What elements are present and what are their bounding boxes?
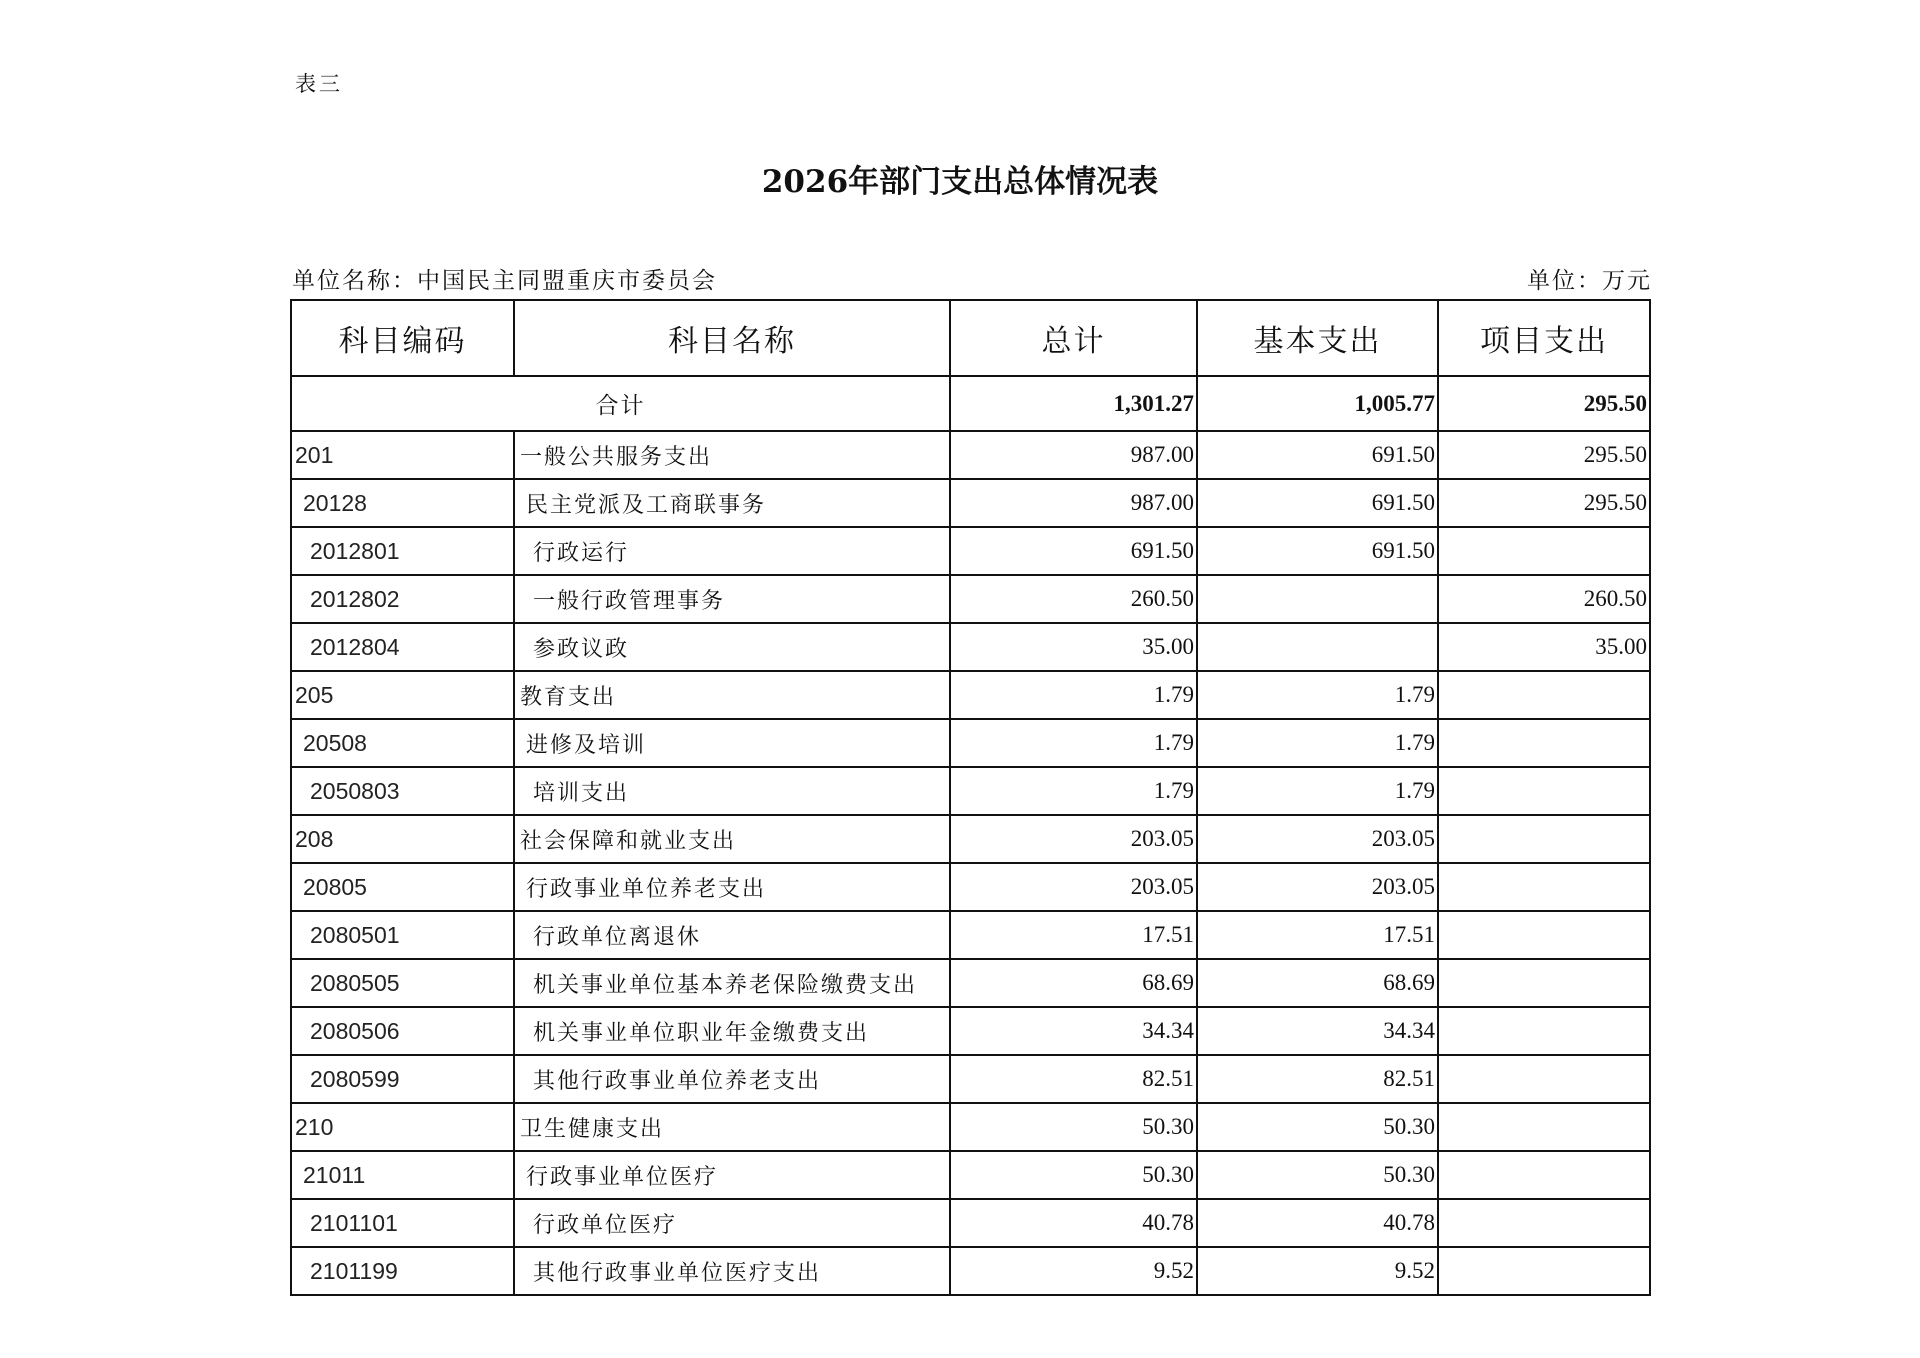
row-name: 教育支出 [514,671,950,719]
row-basic: 691.50 [1197,479,1438,527]
row-basic: 9.52 [1197,1247,1438,1295]
row-project [1438,959,1650,1007]
header-code: 科目编码 [291,300,514,376]
row-code: 20508 [291,719,514,767]
table-row [291,671,1650,719]
row-project: 260.50 [1438,575,1650,623]
row-basic: 50.30 [1197,1103,1438,1151]
row-total: 17.51 [950,911,1197,959]
row-project [1438,1007,1650,1055]
meta-row [292,262,1652,295]
total-label: 合计 [291,376,950,431]
row-name: 机关事业单位职业年金缴费支出 [514,1007,950,1055]
row-project: 295.50 [1438,431,1650,479]
table-row [291,1103,1650,1151]
row-name: 其他行政事业单位医疗支出 [514,1247,950,1295]
row-code: 2050803 [291,767,514,815]
header-project: 项目支出 [1438,300,1650,376]
table-row [291,1151,1650,1199]
row-total: 35.00 [950,623,1197,671]
row-code: 20128 [291,479,514,527]
table-row [291,1007,1650,1055]
row-total: 50.30 [950,1151,1197,1199]
row-code: 205 [291,671,514,719]
row-total: 82.51 [950,1055,1197,1103]
row-project [1438,1247,1650,1295]
row-name: 社会保障和就业支出 [514,815,950,863]
row-code: 2080501 [291,911,514,959]
row-total: 987.00 [950,479,1197,527]
row-basic: 40.78 [1197,1199,1438,1247]
table-row [291,863,1650,911]
row-code: 2101101 [291,1199,514,1247]
row-code: 2080599 [291,1055,514,1103]
row-name: 其他行政事业单位养老支出 [514,1055,950,1103]
row-basic [1197,623,1438,671]
row-code: 2080506 [291,1007,514,1055]
row-project [1438,767,1650,815]
table-row [291,1055,1650,1103]
table-row [291,1247,1650,1295]
expenditure-table [290,299,1651,1296]
row-code: 2012802 [291,575,514,623]
table-row [291,815,1650,863]
row-basic: 34.34 [1197,1007,1438,1055]
unit-name: 单位名称：中国民主同盟重庆市委员会 [292,268,717,294]
row-code: 2012804 [291,623,514,671]
total-project: 295.50 [1438,376,1650,431]
row-project [1438,1055,1650,1103]
row-project [1438,815,1650,863]
row-basic: 203.05 [1197,863,1438,911]
table-row [291,575,1650,623]
page-title: 2026年部门支出总体情况表 [761,164,1159,200]
table-row [291,719,1650,767]
row-total: 1.79 [950,767,1197,815]
row-project [1438,1151,1650,1199]
row-project [1438,719,1650,767]
table-row [291,479,1650,527]
row-project [1438,863,1650,911]
row-project [1438,1103,1650,1151]
header-total: 总计 [950,300,1197,376]
row-name: 进修及培训 [514,719,950,767]
row-name: 行政单位离退休 [514,911,950,959]
row-name: 行政运行 [514,527,950,575]
total-row [291,376,1650,431]
row-name: 行政单位医疗 [514,1199,950,1247]
row-basic: 1.79 [1197,767,1438,815]
row-project [1438,1199,1650,1247]
row-basic: 691.50 [1197,431,1438,479]
row-name: 机关事业单位基本养老保险缴费支出 [514,959,950,1007]
row-total: 203.05 [950,863,1197,911]
row-name: 参政议政 [514,623,950,671]
row-name: 一般行政管理事务 [514,575,950,623]
row-basic: 68.69 [1197,959,1438,1007]
table-row [291,911,1650,959]
header-row [291,300,1650,376]
row-basic: 203.05 [1197,815,1438,863]
unit-label: 单位：万元 [1527,268,1652,294]
row-code: 208 [291,815,514,863]
total-basic: 1,005.77 [1197,376,1438,431]
row-total: 34.34 [950,1007,1197,1055]
row-code: 201 [291,431,514,479]
row-project [1438,911,1650,959]
row-code: 2080505 [291,959,514,1007]
row-basic: 691.50 [1197,527,1438,575]
header-basic: 基本支出 [1197,300,1438,376]
row-name: 行政事业单位医疗 [514,1151,950,1199]
row-total: 50.30 [950,1103,1197,1151]
row-basic [1197,575,1438,623]
row-total: 691.50 [950,527,1197,575]
row-basic: 82.51 [1197,1055,1438,1103]
row-code: 2012801 [291,527,514,575]
header-name: 科目名称 [514,300,950,376]
row-name: 民主党派及工商联事务 [514,479,950,527]
row-code: 20805 [291,863,514,911]
row-project: 35.00 [1438,623,1650,671]
table-number: 表三 [295,72,343,96]
table-row [291,431,1650,479]
row-name: 卫生健康支出 [514,1103,950,1151]
row-code: 21011 [291,1151,514,1199]
table-row [291,1199,1650,1247]
row-code: 2101199 [291,1247,514,1295]
row-total: 203.05 [950,815,1197,863]
table-row [291,527,1650,575]
row-basic: 50.30 [1197,1151,1438,1199]
table-row [291,959,1650,1007]
row-name: 行政事业单位养老支出 [514,863,950,911]
table-row [291,623,1650,671]
row-total: 260.50 [950,575,1197,623]
row-total: 9.52 [950,1247,1197,1295]
row-project [1438,671,1650,719]
total-total: 1,301.27 [950,376,1197,431]
row-total: 68.69 [950,959,1197,1007]
row-basic: 1.79 [1197,719,1438,767]
row-total: 1.79 [950,719,1197,767]
row-basic: 1.79 [1197,671,1438,719]
table-row [291,767,1650,815]
row-project: 295.50 [1438,479,1650,527]
row-name: 培训支出 [514,767,950,815]
row-total: 987.00 [950,431,1197,479]
row-code: 210 [291,1103,514,1151]
row-total: 40.78 [950,1199,1197,1247]
row-basic: 17.51 [1197,911,1438,959]
row-project [1438,527,1650,575]
row-name: 一般公共服务支出 [514,431,950,479]
row-total: 1.79 [950,671,1197,719]
